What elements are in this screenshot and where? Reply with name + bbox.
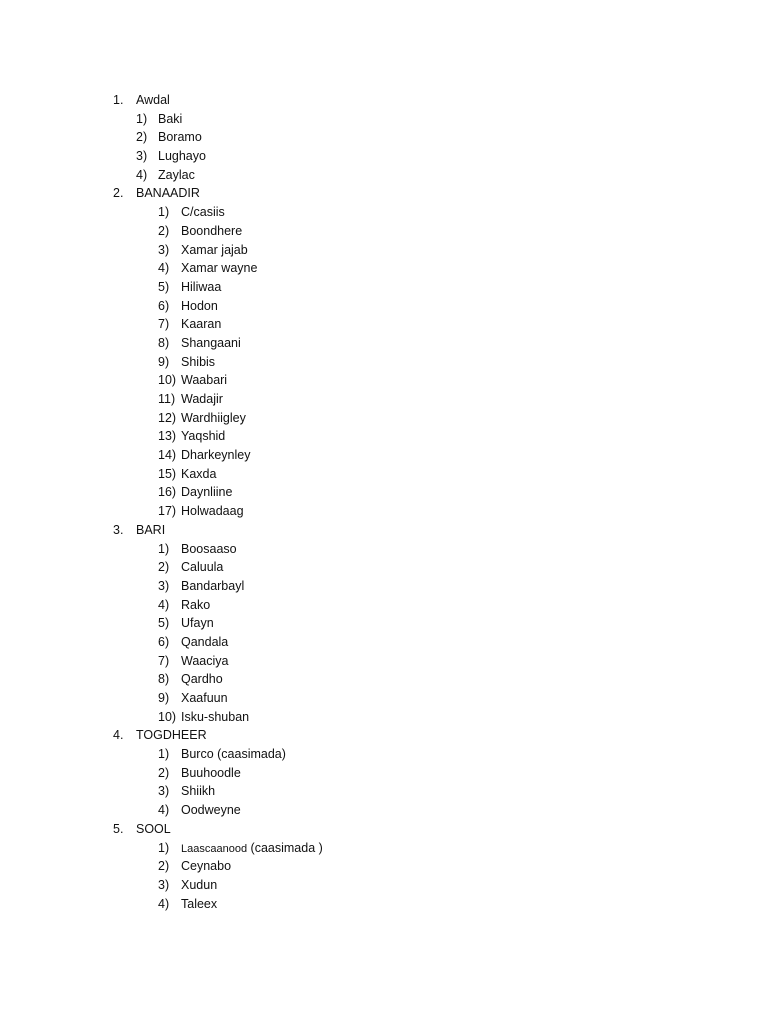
district-name: Qardho	[181, 672, 223, 687]
district-item	[0, 166, 768, 185]
district-item	[0, 353, 768, 372]
district-item	[0, 371, 768, 390]
district-number: 14)	[158, 448, 177, 463]
region-number: 2.	[113, 186, 124, 201]
district-name: Hodon	[181, 298, 218, 313]
district-number: 2)	[158, 560, 170, 575]
district-number: 1)	[158, 840, 170, 855]
district-number: 1)	[158, 541, 170, 556]
district-name: Isku-shuban	[181, 709, 250, 724]
district-number: 4)	[136, 167, 148, 182]
district-item	[0, 839, 768, 858]
district-item	[0, 670, 768, 689]
district-name: Taleex	[181, 896, 218, 911]
district-name: Caluula	[181, 560, 224, 575]
district-item	[0, 278, 768, 297]
district-item	[0, 128, 768, 147]
district-number: 2)	[158, 765, 170, 780]
district-number: 2)	[136, 130, 148, 145]
district-number: 7)	[158, 653, 170, 668]
district-name: Boramo	[158, 130, 202, 145]
district-name: Baki	[158, 111, 183, 126]
district-name	[181, 839, 323, 859]
district-number: 13)	[158, 429, 177, 444]
district-number: 2)	[158, 223, 170, 238]
district-number: 3)	[158, 784, 170, 799]
district-name: Xamar jajab	[181, 242, 248, 257]
district-item	[0, 427, 768, 446]
region-heading	[0, 521, 768, 540]
district-name: Boondhere	[181, 223, 243, 238]
district-number: 6)	[158, 634, 170, 649]
district-number: 3)	[158, 578, 170, 593]
district-item	[0, 614, 768, 633]
district-item	[0, 315, 768, 334]
district-name: C/casiis	[181, 205, 225, 220]
district-name: Boosaaso	[181, 541, 237, 556]
district-item	[0, 465, 768, 484]
district-name: Daynliine	[181, 485, 233, 500]
district-name: Yaqshid	[181, 429, 226, 444]
district-number: 1)	[158, 747, 170, 762]
district-name: Buuhoodle	[181, 765, 241, 780]
district-item	[0, 745, 768, 764]
district-item	[0, 577, 768, 596]
district-item	[0, 801, 768, 820]
district-name-note: (caasimada )	[247, 840, 323, 855]
district-name: Shiikh	[181, 784, 216, 799]
district-name: Xaafuun	[181, 691, 228, 705]
district-item	[0, 652, 768, 671]
district-name: Ufayn	[181, 616, 214, 631]
district-item	[0, 409, 768, 428]
district-number: 10)	[158, 709, 177, 724]
district-number: 4)	[158, 597, 170, 612]
district-number: 8)	[158, 335, 170, 350]
district-number: 3)	[158, 242, 170, 257]
district-name: Hiliwaa	[181, 279, 222, 294]
district-name: Bandarbayl	[181, 578, 245, 593]
district-name: Waabari	[181, 373, 228, 388]
district-item	[0, 857, 768, 876]
district-name: Xudun	[181, 877, 218, 892]
district-item	[0, 222, 768, 241]
region-number: 4.	[113, 728, 124, 743]
region-number: 3.	[113, 522, 124, 537]
district-number: 11)	[158, 392, 176, 406]
district-item	[0, 708, 768, 727]
district-name: Ceynabo	[181, 859, 232, 874]
district-number: 4)	[158, 803, 170, 818]
district-number: 1)	[158, 205, 170, 220]
district-item	[0, 689, 768, 708]
district-number: 2)	[158, 859, 170, 874]
district-item	[0, 203, 768, 222]
district-item	[0, 876, 768, 895]
region-name: BANAADIR	[136, 186, 200, 201]
district-item	[0, 259, 768, 278]
district-item	[0, 297, 768, 316]
district-name: Wadajir	[181, 392, 223, 406]
region-name: SOOL	[136, 821, 171, 836]
district-number: 1)	[136, 111, 148, 126]
district-name: Rako	[181, 597, 211, 612]
district-name: Dharkeynley	[181, 448, 251, 463]
district-name: Wardhiigley	[181, 410, 246, 425]
district-item	[0, 558, 768, 577]
district-number: 5)	[158, 616, 170, 631]
region-heading	[0, 726, 768, 745]
district-item	[0, 334, 768, 353]
region-name: TOGDHEER	[136, 728, 207, 743]
district-item	[0, 241, 768, 260]
district-number: 15)	[158, 466, 177, 481]
region-heading	[0, 184, 768, 203]
district-name: Shibis	[181, 354, 216, 369]
district-item	[0, 782, 768, 801]
district-number: 9)	[158, 354, 170, 369]
district-number: 4)	[158, 896, 170, 911]
district-name: Kaaran	[181, 317, 222, 332]
region-name: Awdal	[136, 93, 170, 107]
district-number: 3)	[158, 877, 170, 892]
district-number: 9)	[158, 691, 170, 705]
district-item	[0, 540, 768, 559]
district-name: Xamar wayne	[181, 261, 258, 276]
district-item	[0, 895, 768, 914]
district-name: Burco (caasimada)	[181, 747, 286, 762]
district-number: 12)	[158, 410, 177, 425]
region-number: 5.	[113, 821, 124, 836]
document-list	[0, 91, 768, 913]
district-name: Holwadaag	[181, 504, 244, 519]
district-number: 6)	[158, 298, 170, 313]
district-item	[0, 390, 768, 409]
district-number: 17)	[158, 504, 177, 519]
district-name: Qandala	[181, 634, 229, 649]
district-number: 8)	[158, 672, 170, 687]
region-heading	[0, 91, 768, 110]
district-name: Oodweyne	[181, 803, 241, 818]
district-item	[0, 483, 768, 502]
district-item	[0, 596, 768, 615]
district-number: 3)	[136, 149, 148, 164]
district-name: Lughayo	[158, 149, 206, 164]
district-item	[0, 147, 768, 166]
region-name: BARI	[136, 522, 166, 537]
district-name-main: Laascaanood	[181, 842, 248, 855]
district-item	[0, 446, 768, 465]
district-item	[0, 110, 768, 129]
district-number: 5)	[158, 279, 170, 294]
district-number: 4)	[158, 261, 170, 276]
district-item	[0, 502, 768, 521]
district-item	[0, 764, 768, 783]
district-number: 10)	[158, 373, 177, 388]
district-name: Kaxda	[181, 466, 217, 481]
district-number: 16)	[158, 485, 177, 500]
district-number: 7)	[158, 317, 170, 332]
district-name: Shangaani	[181, 335, 241, 350]
district-name: Zaylac	[158, 167, 195, 182]
district-name: Waaciya	[181, 653, 229, 668]
region-heading	[0, 820, 768, 839]
region-number: 1.	[113, 93, 124, 107]
district-item	[0, 633, 768, 652]
